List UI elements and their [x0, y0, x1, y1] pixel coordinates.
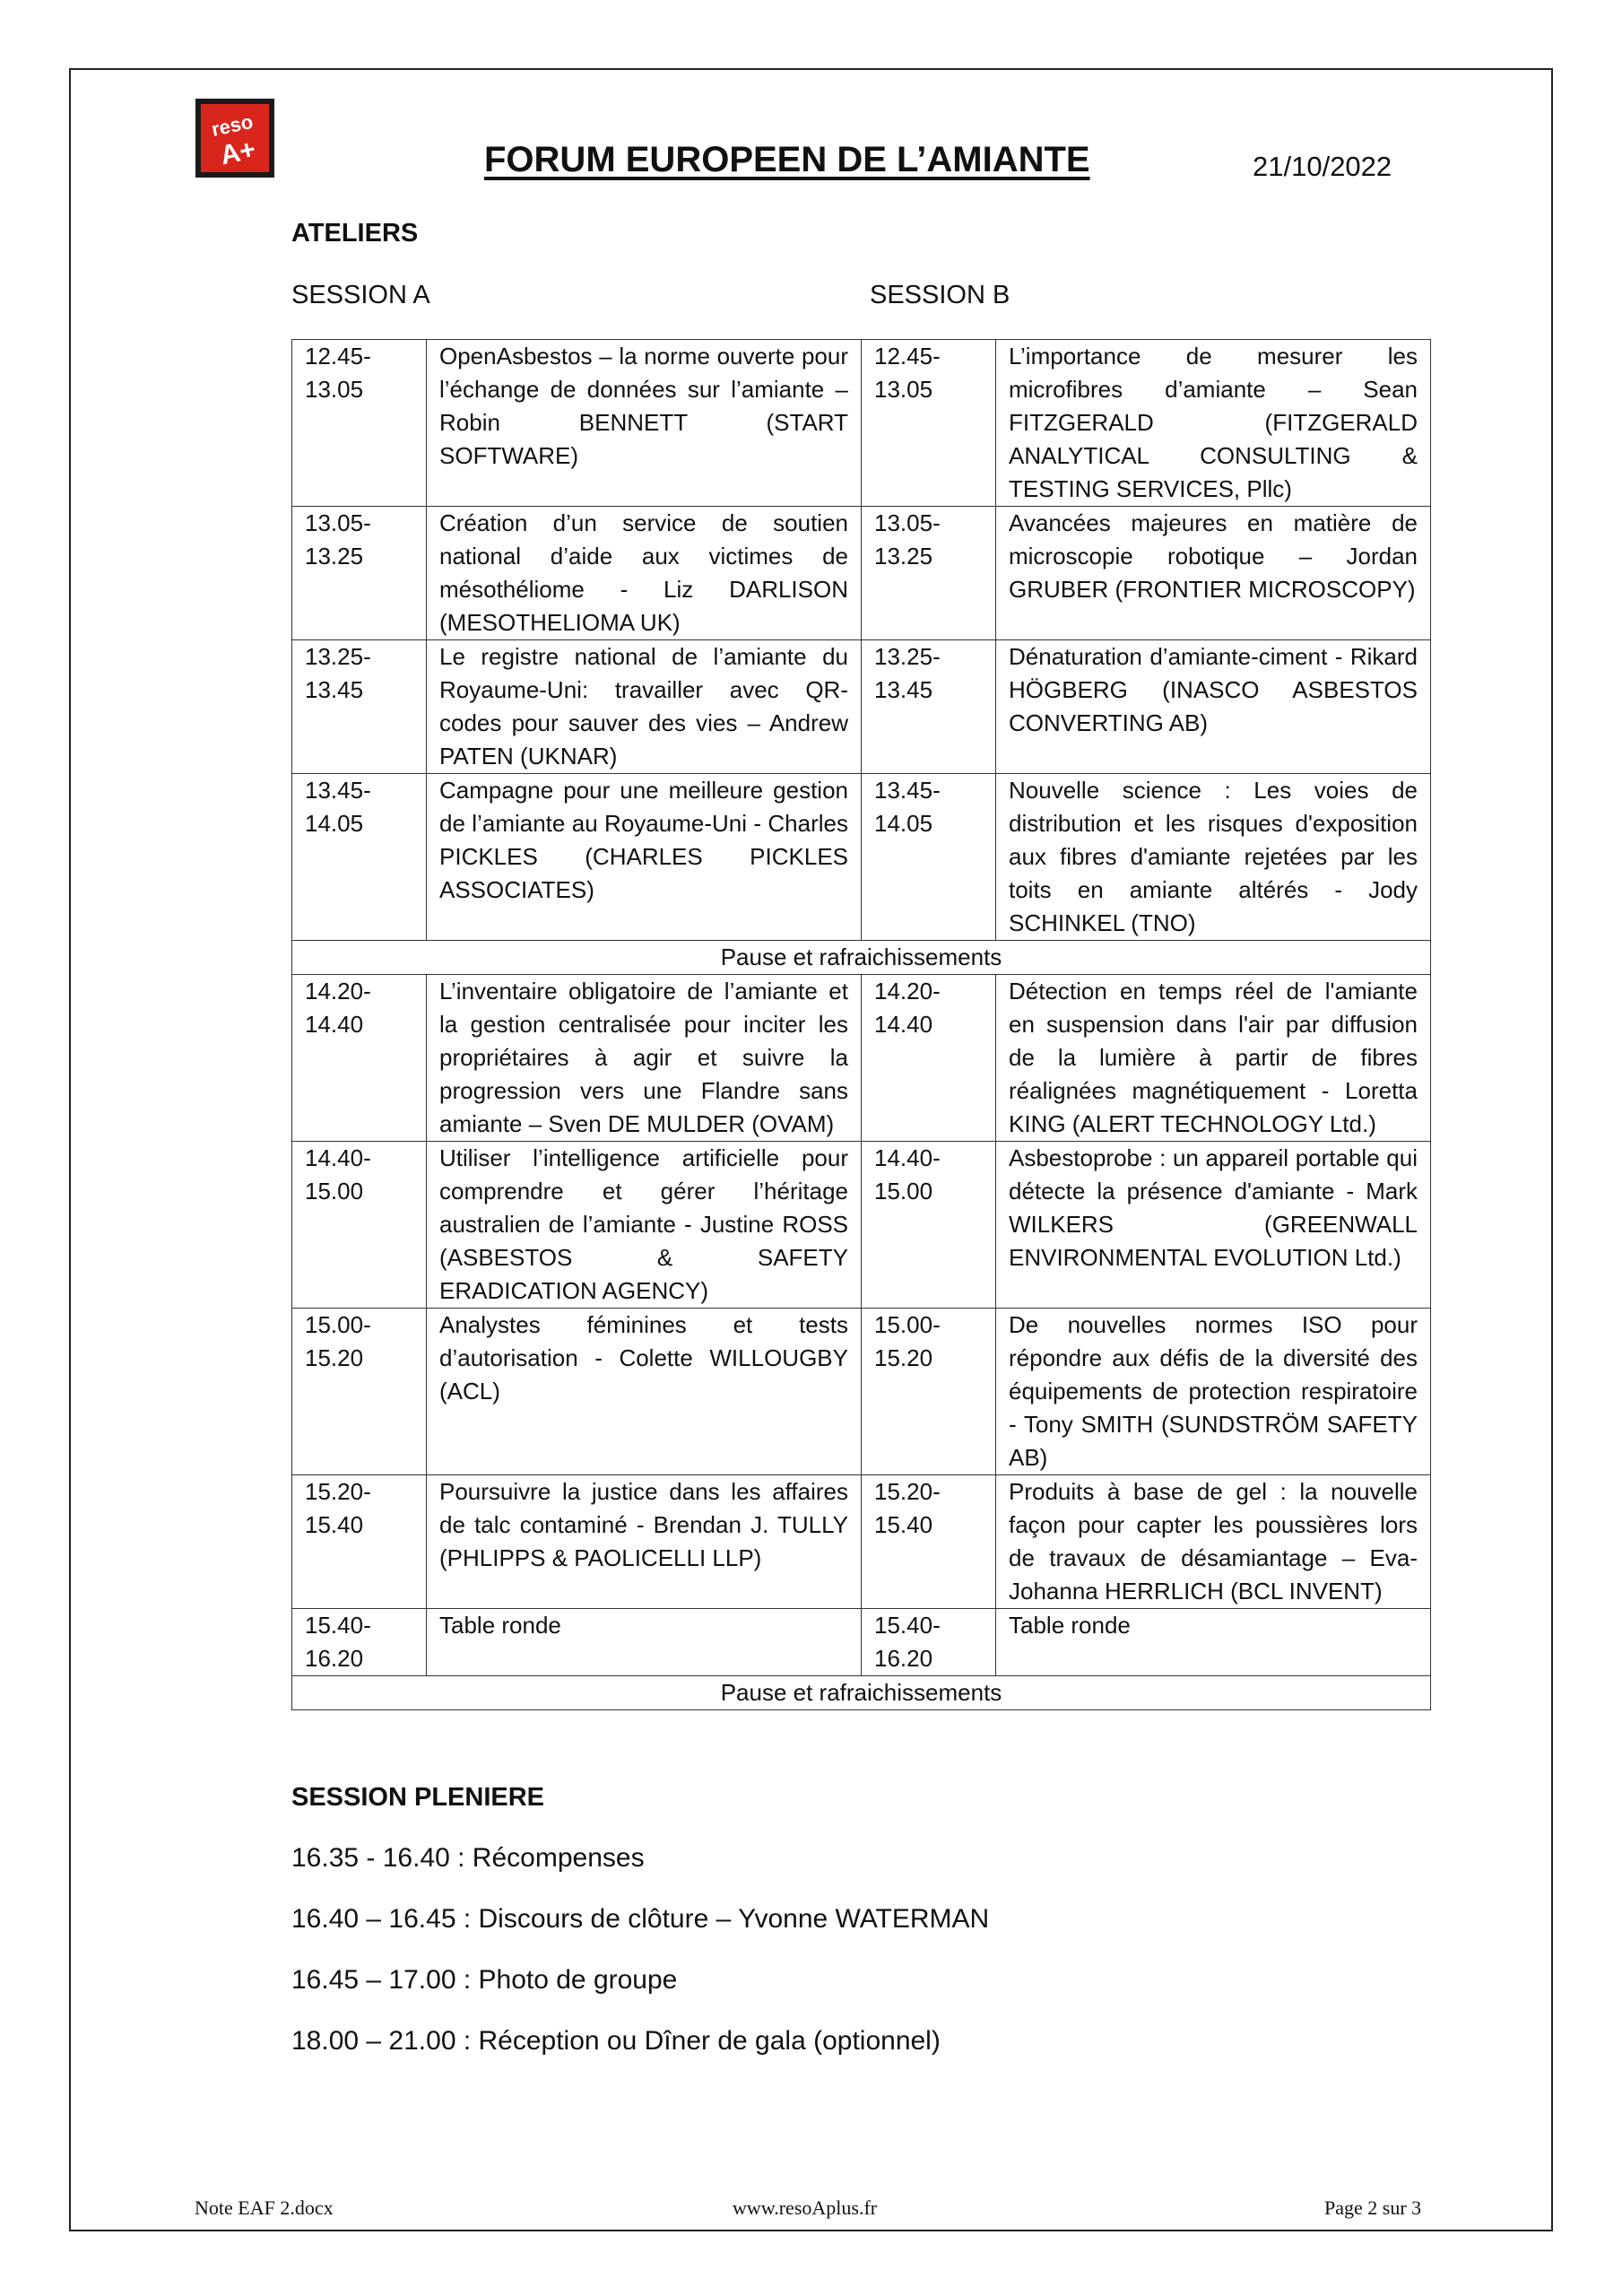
session-a-time: 15.20- 15.40 — [292, 1475, 427, 1609]
session-b-talk: Asbestoprobe : un appareil portable qui détecte la présence d'amiante - Mark WILKERS (GREENWALL ENVIRONMENTAL EVOLUTION Ltd.) — [996, 1142, 1431, 1309]
schedule-table — [291, 339, 1431, 1710]
schedule-row — [292, 1609, 1431, 1676]
session-b-time: 13.25- 13.45 — [862, 640, 996, 774]
pause-row — [292, 1676, 1431, 1710]
session-b-talk: Dénaturation d’amiante-ciment - Rikard HÖGBERG (INASCO ASBESTOS CONVERTING AB) — [996, 640, 1431, 774]
session-b-time: 15.20- 15.40 — [862, 1475, 996, 1609]
svg-text:A+: A+ — [217, 134, 259, 171]
session-b-talk: L’importance de mesurer les microfibres d’amiante – Sean FITZGERALD (FITZGERALD ANALYTICAL CONSULTING & TESTING SERVICES, Pllc) — [996, 340, 1431, 507]
session-a-talk: OpenAsbestos – la norme ouverte pour l’échange de données sur l’amiante – Robin BENNETT (START SOFTWARE) — [427, 340, 862, 507]
document-date: 21/10/2022 — [1253, 151, 1392, 182]
reso-aplus-logo — [195, 99, 274, 178]
session-a-talk: Création d’un service de soutien national d’aide aux victimes de mésothéliome - Liz DARLISON (MESOTHELIOMA UK) — [427, 507, 862, 640]
session-b-talk: Avancées majeures en matière de microscopie robotique – Jordan GRUBER (FRONTIER MICROSCOPY) — [996, 507, 1431, 640]
schedule-row — [292, 1309, 1431, 1475]
schedule-row — [292, 640, 1431, 774]
document-title: FORUM EUROPEEN DE L’AMIANTE — [484, 140, 1090, 179]
session-b-talk: Table ronde — [996, 1609, 1431, 1676]
session-b-label: SESSION B — [870, 281, 1010, 309]
session-a-time: 12.45- 13.05 — [292, 340, 427, 507]
session-a-time: 13.05- 13.25 — [292, 507, 427, 640]
session-a-talk: Campagne pour une meilleure gestion de l’amiante au Royaume-Uni - Charles PICKLES (CHARLES PICKLES ASSOCIATES) — [427, 774, 862, 941]
footer-website: www.resoAplus.fr — [733, 2196, 878, 2219]
footer-page-number: Page 2 sur 3 — [1324, 2196, 1422, 2219]
pleniere-item: 16.40 – 16.45 : Discours de clôture – Yvonne WATERMAN — [291, 1904, 990, 1934]
session-a-talk: Poursuivre la justice dans les affaires de talc contaminé - Brendan J. TULLY (PHLIPPS & PAOLICELLI LLP) — [427, 1475, 862, 1609]
session-b-talk: Produits à base de gel : la nouvelle façon pour capter les poussières lors de travaux de désamiantage – Eva-Johanna HERRLICH (BCL INVENT) — [996, 1475, 1431, 1609]
session-b-time: 14.40- 15.00 — [862, 1142, 996, 1309]
session-a-time: 15.00- 15.20 — [292, 1309, 427, 1475]
session-b-time: 14.20- 14.40 — [862, 975, 996, 1142]
schedule-row — [292, 975, 1431, 1142]
session-a-talk: L’inventaire obligatoire de l’amiante et la gestion centralisée pour inciter les propriétaires à agir et suivre la progression vers une Flandre sans amiante – Sven DE MULDER (OVAM) — [427, 975, 862, 1142]
session-a-time: 14.40- 15.00 — [292, 1142, 427, 1309]
session-a-time: 13.25- 13.45 — [292, 640, 427, 774]
session-a-talk: Utiliser l’intelligence artificielle pour comprendre et gérer l’héritage australien de l’amiante - Justine ROSS (ASBESTOS & SAFETY ERADICATION AGENCY) — [427, 1142, 862, 1309]
pause-row — [292, 941, 1431, 975]
svg-text:reso: reso — [209, 109, 256, 141]
session-b-time: 12.45- 13.05 — [862, 340, 996, 507]
session-a-talk: Le registre national de l’amiante du Royaume-Uni: travailler avec QR-codes pour sauver des vies – Andrew PATEN (UKNAR) — [427, 640, 862, 774]
session-b-talk: Détection en temps réel de l'amiante en suspension dans l'air par diffusion de la lumière à partir de fibres réalignées magnétiquement - Loretta KING (ALERT TECHNOLOGY Ltd.) — [996, 975, 1431, 1142]
session-a-time: 15.40- 16.20 — [292, 1609, 427, 1676]
session-b-time: 15.40- 16.20 — [862, 1609, 996, 1676]
section-heading-pleniere: SESSION PLENIERE — [291, 1783, 545, 1812]
pleniere-item: 16.45 – 17.00 : Photo de groupe — [291, 1965, 678, 1995]
pause-label: Pause et rafraichissements — [292, 941, 1431, 975]
footer-filename: Note EAF 2.docx — [195, 2196, 334, 2219]
session-b-time: 13.05- 13.25 — [862, 507, 996, 640]
schedule-row — [292, 1142, 1431, 1309]
schedule-row — [292, 340, 1431, 507]
session-b-time: 15.00- 15.20 — [862, 1309, 996, 1475]
session-b-talk: Nouvelle science : Les voies de distribution et les risques d'exposition aux fibres d'amiante rejetées par les toits en amiante altérés - Jody SCHINKEL (TNO) — [996, 774, 1431, 941]
schedule-row — [292, 1475, 1431, 1609]
session-a-talk: Analystes féminines et tests d’autorisation - Colette WILLOUGBY (ACL) — [427, 1309, 862, 1475]
session-a-time: 14.20- 14.40 — [292, 975, 427, 1142]
session-a-talk: Table ronde — [427, 1609, 862, 1676]
schedule-row — [292, 774, 1431, 941]
session-b-time: 13.45- 14.05 — [862, 774, 996, 941]
session-a-time: 13.45- 14.05 — [292, 774, 427, 941]
session-a-label: SESSION A — [291, 281, 430, 309]
pleniere-item: 16.35 - 16.40 : Récompenses — [291, 1843, 645, 1873]
schedule-row — [292, 507, 1431, 640]
pleniere-list — [291, 1843, 989, 2087]
pause-label: Pause et rafraichissements — [292, 1676, 1431, 1710]
pleniere-item: 18.00 – 21.00 : Réception ou Dîner de gala (optionnel) — [291, 2026, 941, 2056]
session-b-talk: De nouvelles normes ISO pour répondre aux défis de la diversité des équipements de protection respiratoire - Tony SMITH (SUNDSTRÖM SAFETY AB) — [996, 1309, 1431, 1475]
section-heading-ateliers: ATELIERS — [291, 219, 419, 248]
